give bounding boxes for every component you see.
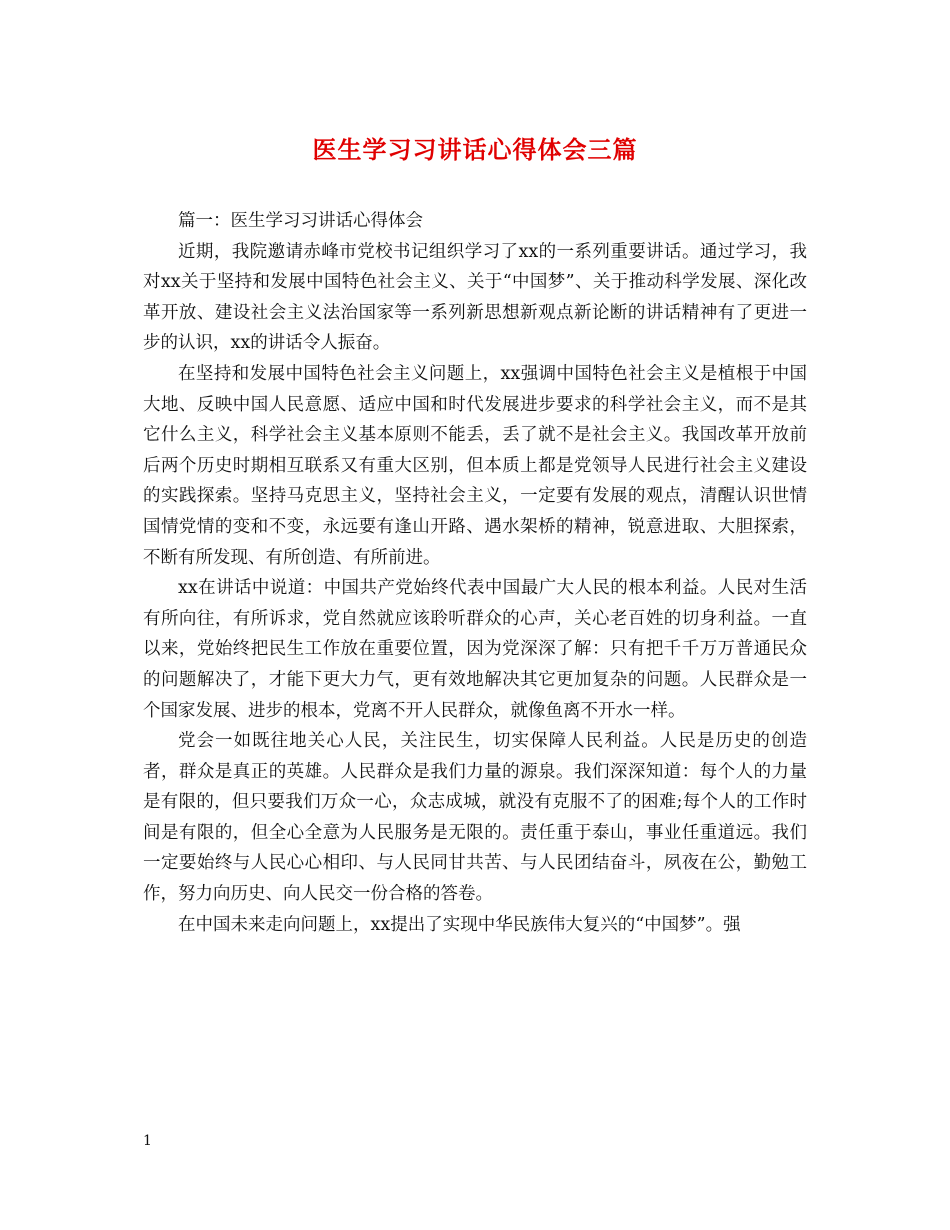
paragraph-2: 在坚持和发展中国特色社会主义问题上，xx强调中国特色社会主义是植根于中国大地、反映中国人民意愿、适应中国和时代发展进步要求的科学社会主义，而不是其它什么主义，科学社会主义基本原则不能丢，丢了就不是社会主义。我国改革开放前后两个历史时期相互联系又有重大区别，但本质上都是党领导人民进行社会主义建设的实践探索。坚持马克思主义，坚持社会主义，一定要有发展的观点，清醒认识世情国情党情的变和不变，永远要有逢山开路、遇水架桥的精神，锐意进取、大胆探索，不断有所发现、有所创造、有所前进。	[143, 363, 807, 568]
document-title: 医生学习习讲话心得体会三篇	[312, 135, 638, 164]
page-number: 1	[143, 1133, 152, 1149]
paragraph-1: 近期，我院邀请赤峰市党校书记组织学习了xx的一系列重要讲话。通过学习，我对xx关于坚持和发展中国特色社会主义、关于“中国梦”、关于推动科学发展、深化改革开放、建设社会主义法治国家等一系列新思想新观点新论断的讲话精神有了更进一步的认识，xx的讲话令人振奋。	[143, 241, 807, 354]
section-heading: 篇一：医生学习习讲话心得体会	[178, 211, 423, 231]
paragraph-3: xx在讲话中说道：中国共产党始终代表中国最广大人民的根本利益。人民对生活有所向往，有所诉求，党自然就应该聆听群众的心声，关心老百姓的切身利益。一直以来，党始终把民生工作放在重要位置，因为党深深了解：只有把千千万万普通民众的问题解决了，才能下更大力气，更有效地解决其它更加复杂的问题。人民群众是一个国家发展、进步的根本，党离不开人民群众，就像鱼离不开水一样。	[143, 578, 807, 721]
paragraph-5: 在中国未来走向问题上，xx提出了实现中华民族伟大复兴的“中国梦”。强	[178, 914, 741, 935]
document-body	[143, 206, 807, 940]
paragraph-4: 党会一如既往地关心人民，关注民生，切实保障人民利益。人民是历史的创造者，群众是真正的英雄。人民群众是我们力量的源泉。我们深深知道：每个人的力量是有限的，但只要我们万众一心，众志成城，就没有克服不了的困难;每个人的工作时间是有限的，但全心全意为人民服务是无限的。责任重于泰山，事业任重道远。我们一定要始终与人民心心相印、与人民同甘共苦、与人民团结奋斗，夙夜在公，勤勉工作，努力向历史、向人民交一份合格的答卷。	[143, 731, 807, 905]
